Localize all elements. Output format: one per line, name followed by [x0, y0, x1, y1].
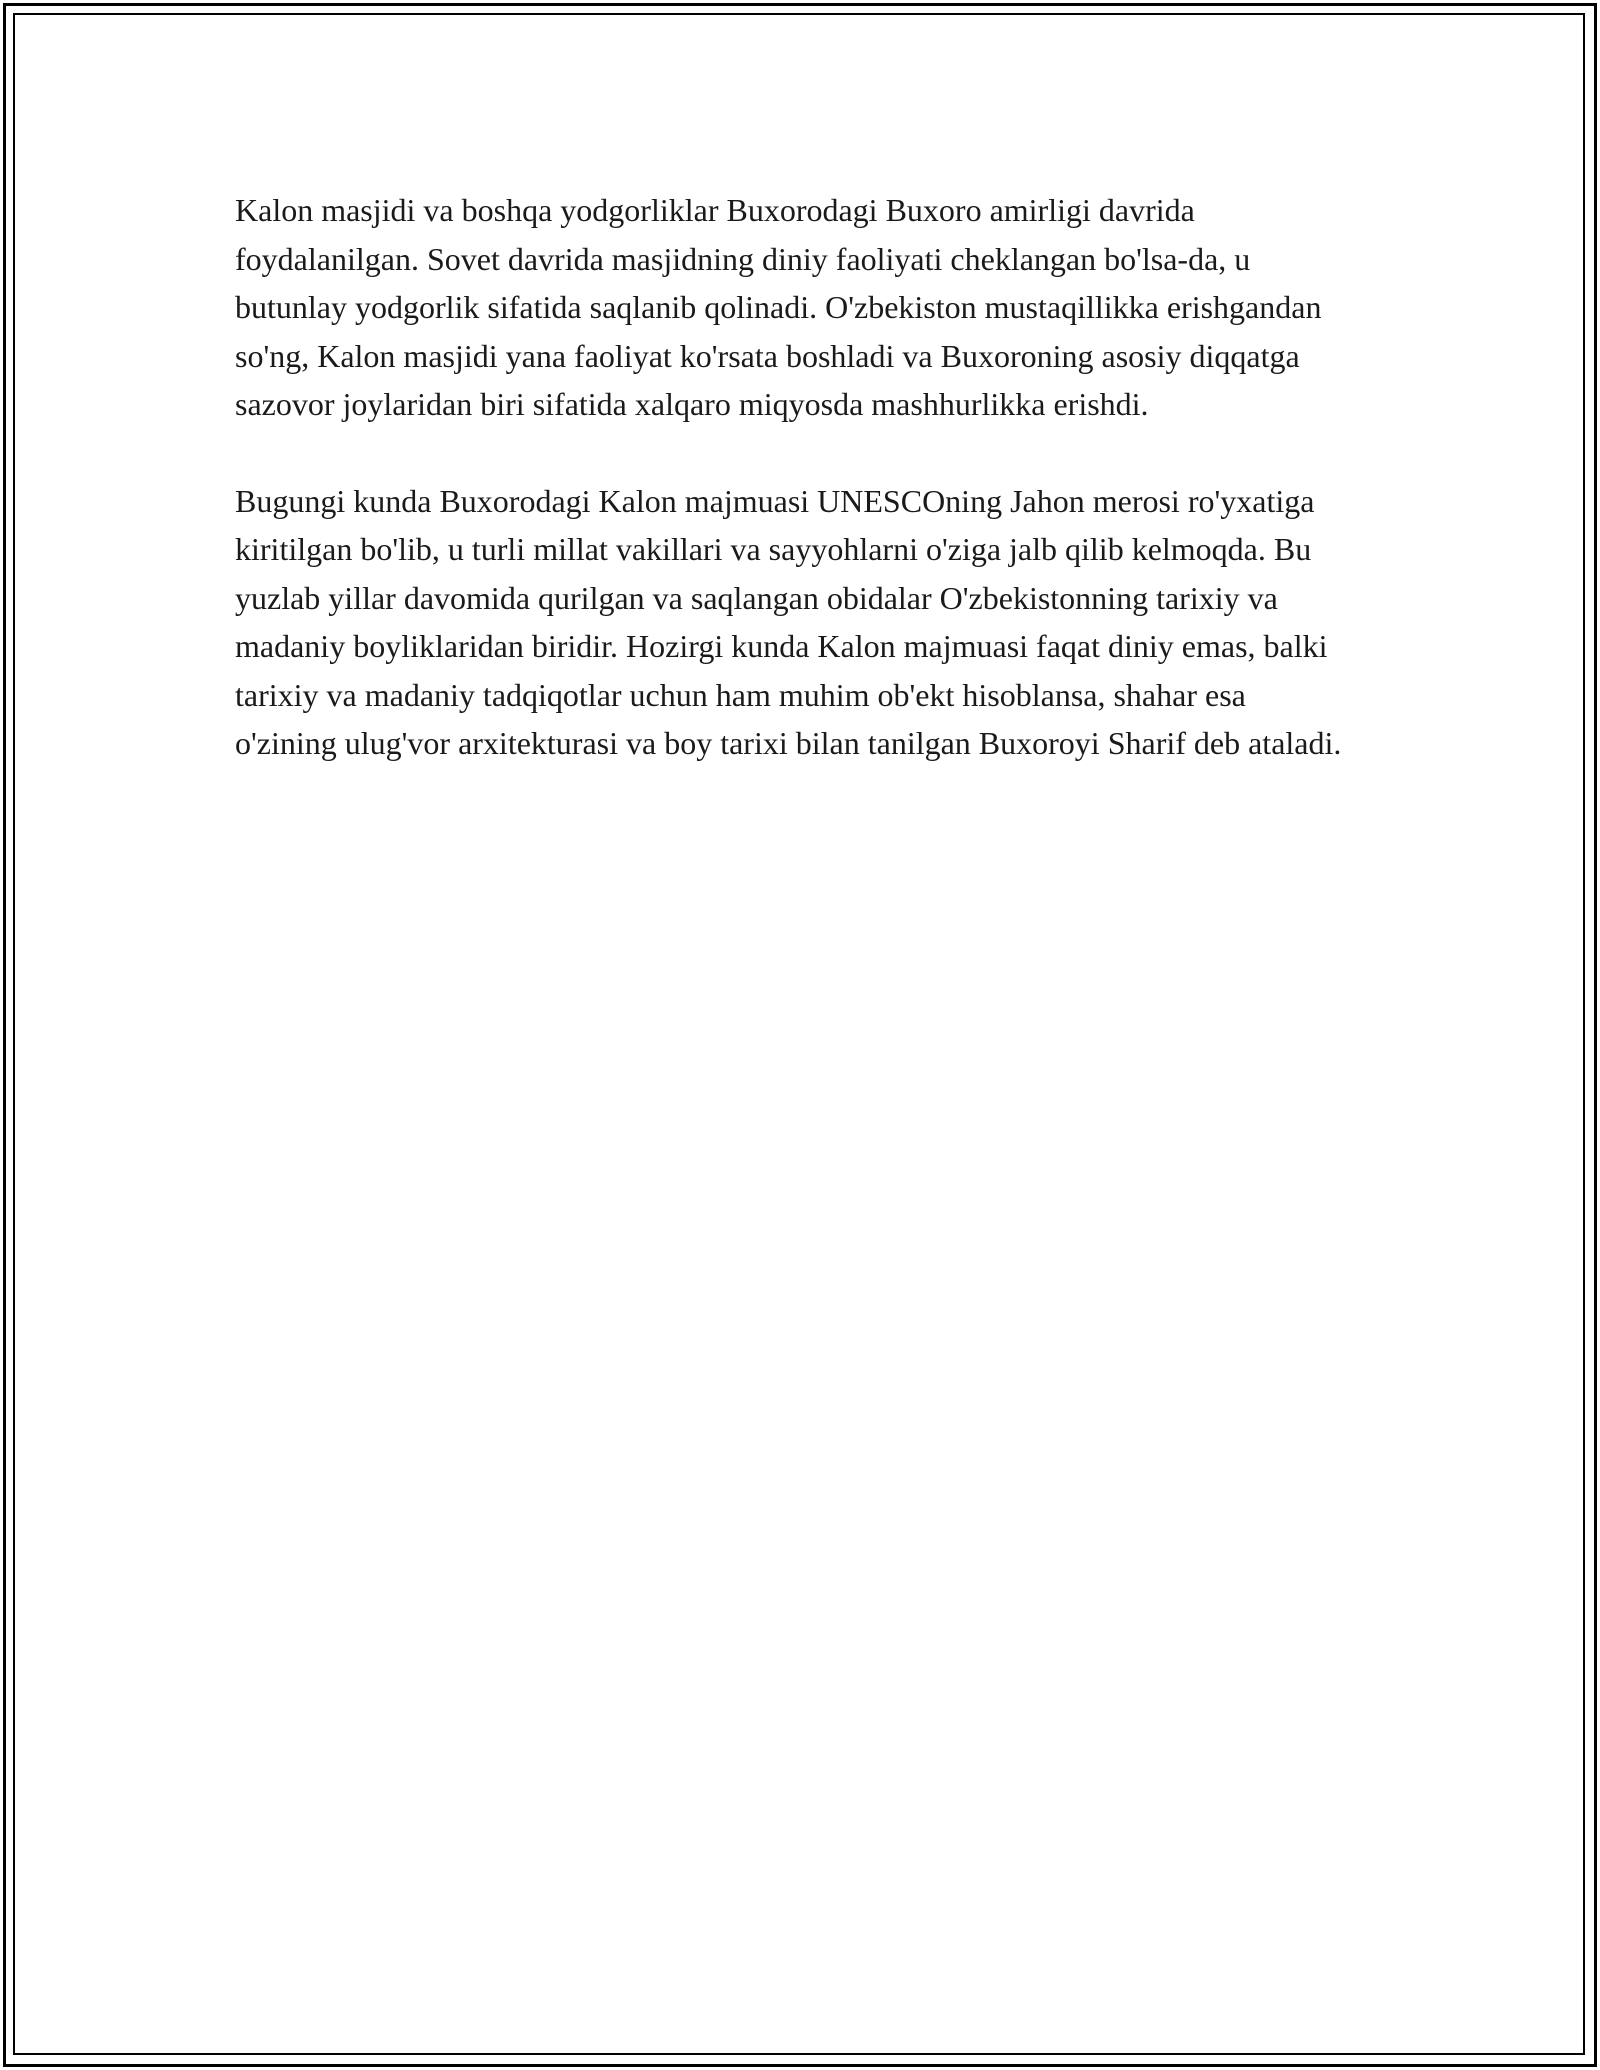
- document-body: [235, 186, 1355, 816]
- paragraph-1: Kalon masjidi va boshqa yodgorliklar Buxorodagi Buxoro amirligi davrida foydalanilgan. Sovet davrida masjidning diniy faoliyati cheklangan bo'lsa-da, u butunlay yodgorlik sifatida saqlanib qolinadi. O'zbekiston mustaqillikka erishgandan so'ng, Kalon masjidi yana faoliyat ko'rsata boshladi va Buxoroning asosiy diqqatga sazovor joylaridan biri sifatida xalqaro miqyosda mashhurlikka erishdi.: [235, 192, 1322, 422]
- paragraph-2: Bugungi kunda Buxorodagi Kalon majmuasi UNESCOning Jahon merosi ro'yxatiga kiritilgan bo'lib, u turli millat vakillari va sayyohlarni o'ziga jalb qilib kelmoqda. Bu yuzlab yillar davomida qurilgan va saqlangan obidalar O'zbekistonning tarixiy va madaniy boyliklaridan biridir. Hozirgi kunda Kalon majmuasi faqat diniy emas, balki tarixiy va madaniy tadqiqotlar uchun ham muhim ob'ekt hisoblansa, shahar esa o'zining ulug'vor arxitekturasi va boy tarixi bilan tanilgan Buxoroyi Sharif deb ataladi.: [235, 482, 1342, 761]
